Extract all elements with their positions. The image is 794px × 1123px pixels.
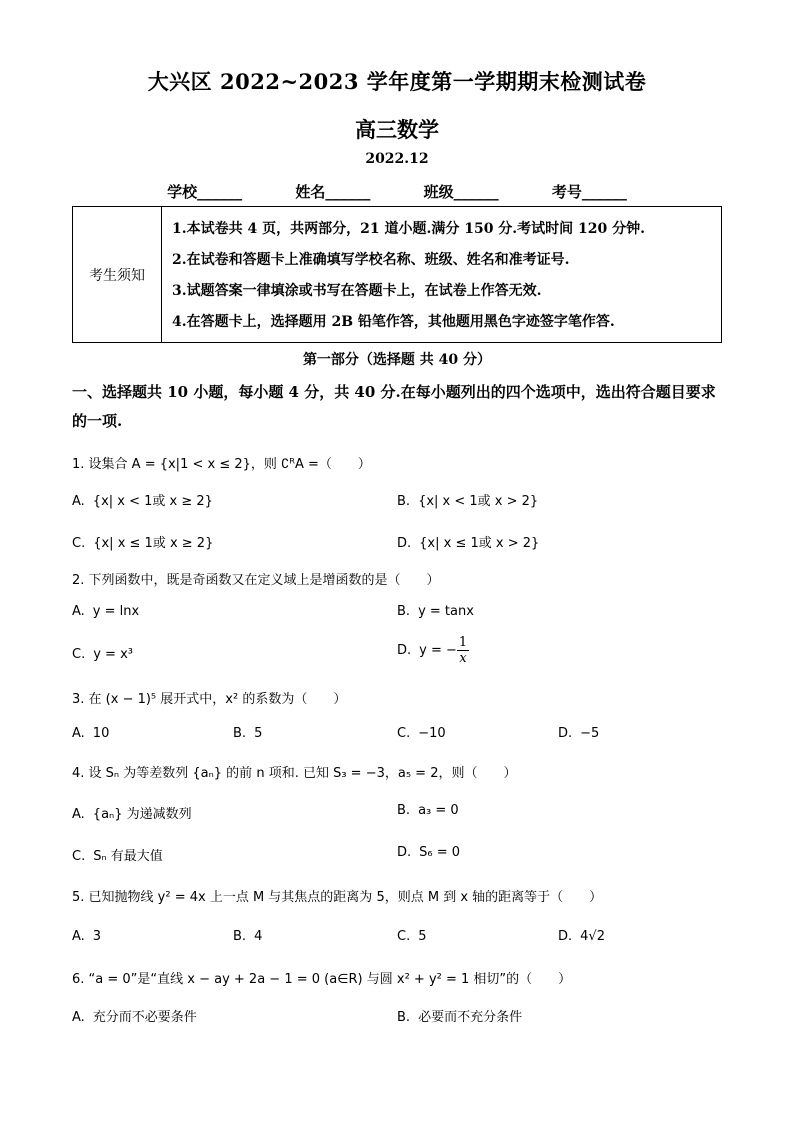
- option-label: A.: [72, 929, 85, 944]
- question-1-stem: 1. 设集合 A = {x|1 < x ≤ 2}，则 ∁ᴿA =（ ）: [72, 457, 371, 472]
- option-label: B.: [397, 803, 411, 818]
- option-label: A.: [72, 726, 85, 741]
- question-5-option-a: [72, 929, 101, 944]
- option-label: D.: [397, 536, 412, 551]
- question-4-option-c: [72, 845, 163, 864]
- section-instruction: 一、选择题共 10 小题，每小题 4 分，共 40 分.在每小题列出的四个选项中，选出符合题目要求的一项.: [72, 383, 716, 430]
- option-label: C.: [72, 849, 86, 864]
- section-heading: 第一部分（选择题 共 40 分）: [302, 352, 492, 368]
- option-text: −10: [418, 726, 446, 741]
- option-text: 充分而不必要条件: [92, 1010, 197, 1025]
- option-label: A.: [72, 604, 85, 619]
- option-label: C.: [72, 647, 86, 662]
- class-field: 班级______: [423, 183, 499, 201]
- question-1-option-a: [72, 490, 213, 509]
- option-label: B.: [397, 1010, 411, 1025]
- option-text: a₃ = 0: [418, 803, 459, 818]
- question-5-option-b: [233, 929, 262, 944]
- student-info-line: [0, 181, 794, 202]
- question-2-option-b: [397, 604, 474, 619]
- question-2-option-d: [397, 635, 469, 666]
- option-label: D.: [397, 643, 412, 658]
- option-text: y = tanx: [418, 604, 474, 619]
- exam-date: 2022.12: [365, 151, 429, 167]
- notice-item: 1.本试卷共 4 页，共两部分，21 道小题.满分 150 分.考试时间 120 分钟.: [172, 220, 646, 237]
- question-3-option-a: [72, 726, 109, 741]
- question-3-option-c: [397, 726, 446, 741]
- question-2-stem: 2. 下列函数中，既是奇函数又在定义域上是增函数的是（ ）: [72, 573, 440, 588]
- option-label: D.: [558, 929, 573, 944]
- question-1-option-c: [72, 532, 213, 551]
- option-label: B.: [233, 929, 247, 944]
- notice-items: [162, 207, 722, 343]
- notice-item: 4.在答题卡上，选择题用 2B 铅笔作答，其他题用黑色字迹签字笔作答.: [172, 313, 615, 330]
- option-label: B.: [233, 726, 247, 741]
- option-text: 4√2: [580, 929, 605, 944]
- fraction-denominator: x: [459, 651, 467, 666]
- exam-number-field: 考号______: [551, 183, 627, 201]
- option-text: 5: [254, 726, 263, 741]
- option-text: −5: [580, 726, 600, 741]
- name-field: 姓名______: [295, 183, 371, 201]
- school-field: 学校______: [167, 183, 243, 201]
- option-text: {x| x < 1或 x > 2}: [418, 494, 539, 509]
- option-text: 5: [418, 929, 427, 944]
- option-label: A.: [72, 494, 85, 509]
- question-5-stem: 5. 已知抛物线 y² = 4x 上一点 M 与其焦点的距离为 5，则点 M 到 x 轴的距离等于（ ）: [72, 890, 603, 905]
- option-text: {x| x ≤ 1或 x > 2}: [419, 536, 540, 551]
- option-text: {x| x ≤ 1或 x ≥ 2}: [93, 536, 214, 551]
- option-text: Sₙ 有最大值: [93, 849, 163, 864]
- option-text: {x| x < 1或 x ≥ 2}: [92, 494, 213, 509]
- question-6-stem: 6. “a = 0”是“直线 x − ay + 2a − 1 = 0 (a∈R) 与圆 x² + y² = 1 相切”的（ ）: [72, 972, 572, 987]
- question-1-option-b: [397, 490, 538, 509]
- notice-item: 2.在试卷和答题卡上准确填写学校名称、班级、姓名和准考证号.: [172, 251, 570, 268]
- option-text: y = lnx: [92, 604, 140, 619]
- option-label: C.: [397, 726, 411, 741]
- question-4-option-d: [397, 845, 460, 860]
- option-label: A.: [72, 807, 85, 822]
- question-3-option-d: [558, 726, 599, 741]
- option-text: 10: [92, 726, 110, 741]
- option-text: 必要而不充分条件: [418, 1010, 523, 1025]
- question-4-stem: 4. 设 Sₙ 为等差数列 {aₙ} 的前 n 项和. 已知 S₃ = −3，a₅ = 2，则（ ）: [72, 766, 517, 781]
- notice-item: 3.试题答案一律填涂或书写在答题卡上，在试卷上作答无效.: [172, 282, 542, 299]
- question-4-option-b: [397, 803, 459, 818]
- question-5-option-d: [558, 929, 605, 944]
- question-4-option-a: [72, 803, 192, 822]
- option-text: y = x³: [93, 647, 133, 662]
- option-label: C.: [72, 536, 86, 551]
- option-label: D.: [397, 845, 412, 860]
- question-1-option-d: [397, 532, 539, 551]
- option-text: 4: [254, 929, 263, 944]
- option-label: A.: [72, 1010, 85, 1025]
- exam-title: 大兴区 2022~2023 学年度第一学期期末检测试卷: [147, 69, 647, 94]
- option-text: {aₙ} 为递减数列: [92, 807, 192, 822]
- question-5-option-c: [397, 929, 427, 944]
- option-text: S₆ = 0: [419, 845, 461, 860]
- option-label: B.: [397, 604, 411, 619]
- question-3-option-b: [233, 726, 262, 741]
- fraction-numerator: 1: [458, 635, 468, 650]
- exam-subtitle: 高三数学: [355, 117, 439, 142]
- notice-table: [72, 206, 722, 343]
- option-text: 3: [92, 929, 102, 944]
- option-label: C.: [397, 929, 411, 944]
- option-label: B.: [397, 494, 411, 509]
- notice-label: 考生须知: [73, 207, 162, 343]
- option-label: D.: [558, 726, 573, 741]
- question-6-option-b: [397, 1006, 522, 1025]
- option-text: y = −: [419, 643, 457, 658]
- question-3-stem: 3. 在 (x − 1)⁵ 展开式中，x² 的系数为（ ）: [72, 692, 347, 707]
- question-2-option-a: [72, 604, 139, 619]
- question-2-option-c: [72, 647, 133, 662]
- fraction: [457, 635, 469, 666]
- question-6-option-a: [72, 1006, 197, 1025]
